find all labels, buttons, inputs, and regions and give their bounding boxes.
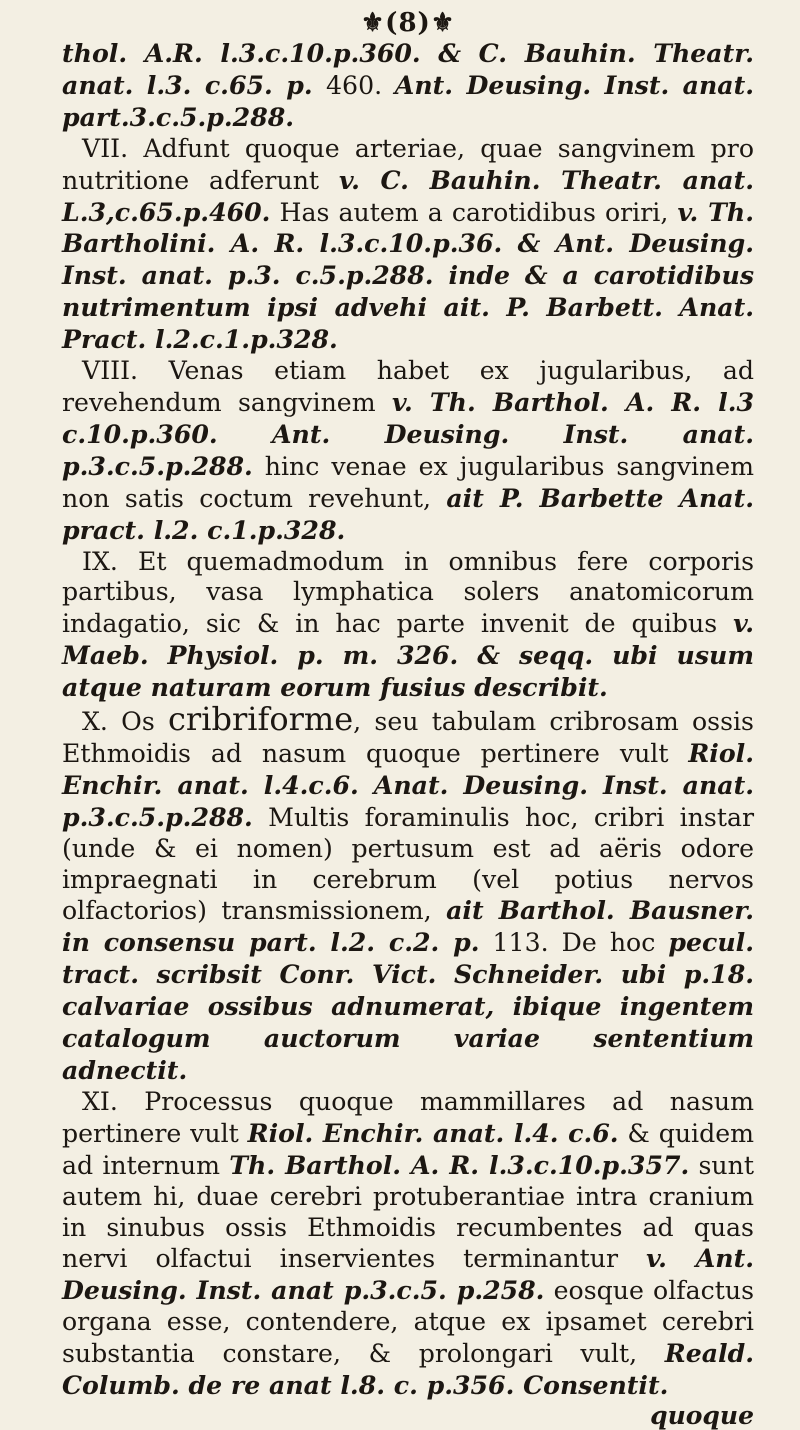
body-run: cribriforme bbox=[168, 700, 354, 739]
body-run: VIII. Venas etiam habet ex jugularibus, ad revehendum sangvinem bbox=[62, 356, 754, 417]
body-run: 113. De hoc bbox=[479, 928, 669, 958]
body-run: , seu tabulam cribrosam ossis Ethmoidis ad nasum quoque pertinere vult bbox=[62, 707, 754, 768]
body-text bbox=[62, 38, 754, 1402]
body-run: eosque olfactus organa esse, contendere, atque ex ipsamet cerebri substantia constare, & prolongari vult, bbox=[62, 1276, 754, 1369]
citation-text: Reald. Columb. de re anat l.8. c. p.356. Consentit. bbox=[62, 1338, 754, 1401]
paragraph bbox=[62, 356, 754, 546]
body-run: Has autem a carotidibus oriri, bbox=[270, 197, 678, 227]
body-run: 460. bbox=[326, 70, 395, 100]
citation-text: Ant. Deusing. Inst. anat. part.3.c.5.p.288. bbox=[62, 69, 755, 132]
paragraph bbox=[62, 547, 754, 705]
citation-text: Th. Barthol. A. R. l.3.c.10.p.357. bbox=[229, 1149, 690, 1180]
body-run: VII. Adfunt quoque arteriae, quae sangvinem pro nutritione adferunt bbox=[62, 133, 754, 195]
citation-text: v. C. Bauhin. Theatr. anat. L.3,c.65.p.460. bbox=[62, 164, 754, 227]
paragraph bbox=[62, 1087, 754, 1402]
body-run: Multis foraminulis hoc, cribri instar (unde & ei nomen) pertusum est ad aëris odore impraegnati in cerebrum (vel potius nervos olfactorios) transmissionem, bbox=[62, 802, 754, 926]
citation-text: v. Th. Barthol. A. R. l.3 c.10.p.360. Ant. Deusing. Inst. anat. p.3.c.5.p.288. bbox=[62, 386, 754, 481]
citation-text: ait Barthol. Bausner. in consensu part. l.2. c.2. p. bbox=[62, 895, 754, 958]
citation-text: pecul. tract. scribsit Conr. Vict. Schneider. ubi p.18. calvariae ossibus adnumerat, ibique ingentem catalogum auctorum variae sententium adnectit. bbox=[62, 927, 755, 1085]
citation-text: Riol. Enchir. anat. l.4. c.6. bbox=[247, 1117, 619, 1148]
body-run: hinc venae ex jugularibus sangvinem non satis coctum revehunt, bbox=[62, 451, 754, 513]
body-run: XI. Processus quoque mammillares ad nasum pertinere vult bbox=[62, 1086, 754, 1148]
citation-text: ait P. Barbette Anat. pract. l.2. c.1.p.328. bbox=[62, 482, 754, 545]
paragraph bbox=[62, 134, 754, 356]
citation-text: v. Th. Bartholini. A. R. l.3.c.10.p.36. & Ant. Deusing. Inst. anat. p.3. c.5.p.288. inde & a carotidibus nutrimentum ipsi advehi ait. P. Barbett. Anat. Pract. l.2.c.1.p.328. bbox=[62, 196, 754, 355]
citation-text: thol. A.R. l.3.c.10.p.360. & C. Bauhin. Theatr. anat. l.3. c.65. p. bbox=[62, 38, 754, 100]
catchword: quoque bbox=[650, 1400, 754, 1430]
body-run: IX. Et quemadmodum in omnibus fere corporis partibus, vasa lymphatica solers anatomicorum indagatio, sic & in hac parte invenit de quibus bbox=[62, 546, 754, 639]
citation-text: v. Maeb. Physiol. p. m. 326. & seqq. ubi usum atque naturam eorum fusius describit. bbox=[62, 608, 754, 703]
page-header: ⚜(8)⚜ bbox=[360, 8, 456, 38]
citation-text: v. Ant. Deusing. Inst. anat p.3.c.5. p.258. bbox=[62, 1243, 754, 1306]
citation-text: Riol. Enchir. anat. l.4.c.6. Anat. Deusing. Inst. anat. p.3.c.5.p.288. bbox=[62, 737, 754, 832]
body-run: & quidem ad internum bbox=[62, 1118, 755, 1180]
body-run: X. Os bbox=[82, 707, 168, 737]
paragraph bbox=[62, 38, 754, 134]
paragraph bbox=[62, 700, 755, 1087]
body-run: sunt autem hi, duae cerebri protuberantiae intra cranium in sinubus ossis Ethmoidis recumbentes ad quas nervi olfactui inservientes terminantur bbox=[62, 1150, 754, 1274]
